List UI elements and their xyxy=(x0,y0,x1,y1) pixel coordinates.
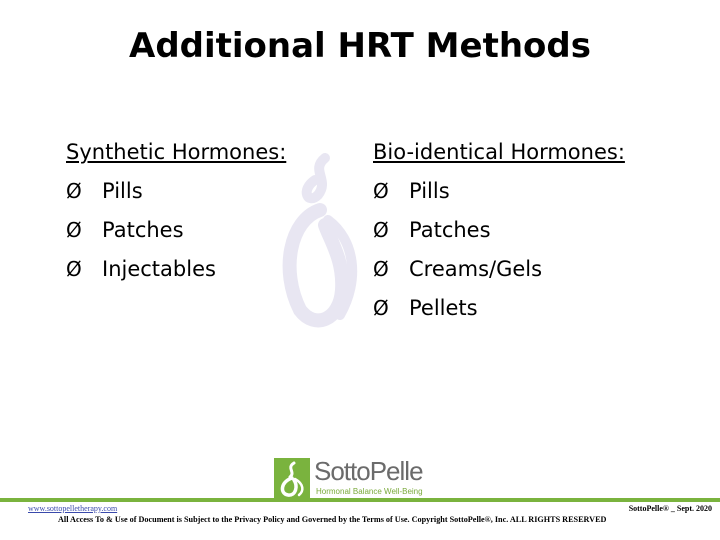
bioidentical-hormones-heading: Bio-identical Hormones: xyxy=(373,140,625,164)
arrow-bullet-icon: Ø xyxy=(373,296,389,320)
website-link[interactable]: www.sottopelletherapy.com xyxy=(28,504,118,513)
footer-date: SottoPelle® _ Sept. 2020 xyxy=(628,504,712,513)
list-item-label: Injectables xyxy=(102,257,216,281)
logo-tagline: Hormonal Balance Well-Being xyxy=(316,487,423,496)
list-item xyxy=(373,250,625,289)
slide-title: Additional HRT Methods xyxy=(129,26,591,66)
list-item-label: Creams/Gels xyxy=(409,257,543,281)
list-item-label: Pills xyxy=(102,179,143,203)
list-item-label: Patches xyxy=(409,218,491,242)
arrow-bullet-icon: Ø xyxy=(66,179,82,203)
list-item-label: Pills xyxy=(409,179,450,203)
list-item xyxy=(66,211,286,250)
arrow-bullet-icon: Ø xyxy=(373,218,389,242)
logo-mark-icon xyxy=(274,458,310,498)
synthetic-hormones-heading: Synthetic Hormones: xyxy=(66,140,287,164)
sottopelle-logo xyxy=(274,456,452,500)
synthetic-hormones-column xyxy=(66,133,286,289)
bioidentical-hormones-column xyxy=(373,133,625,328)
list-item xyxy=(373,289,625,328)
arrow-bullet-icon: Ø xyxy=(66,257,82,281)
arrow-bullet-icon: Ø xyxy=(373,257,389,281)
list-item xyxy=(66,172,286,211)
list-item xyxy=(373,172,625,211)
arrow-bullet-icon: Ø xyxy=(373,179,389,203)
logo-wordmark: SottoPelle xyxy=(314,456,423,486)
footer-divider xyxy=(0,498,720,502)
synthetic-hormones-list xyxy=(66,172,286,289)
bioidentical-hormones-list xyxy=(373,172,625,328)
copyright-notice: All Access To & Use of Document is Subject to the Privacy Policy and Governed by the Terms of Use. Copyright SottoPelle®, Inc. ALL RIGHTS RESERVED xyxy=(58,515,607,524)
list-item xyxy=(373,211,625,250)
list-item xyxy=(66,250,286,289)
list-item-label: Patches xyxy=(102,218,184,242)
list-item-label: Pellets xyxy=(409,296,478,320)
arrow-bullet-icon: Ø xyxy=(66,218,82,242)
